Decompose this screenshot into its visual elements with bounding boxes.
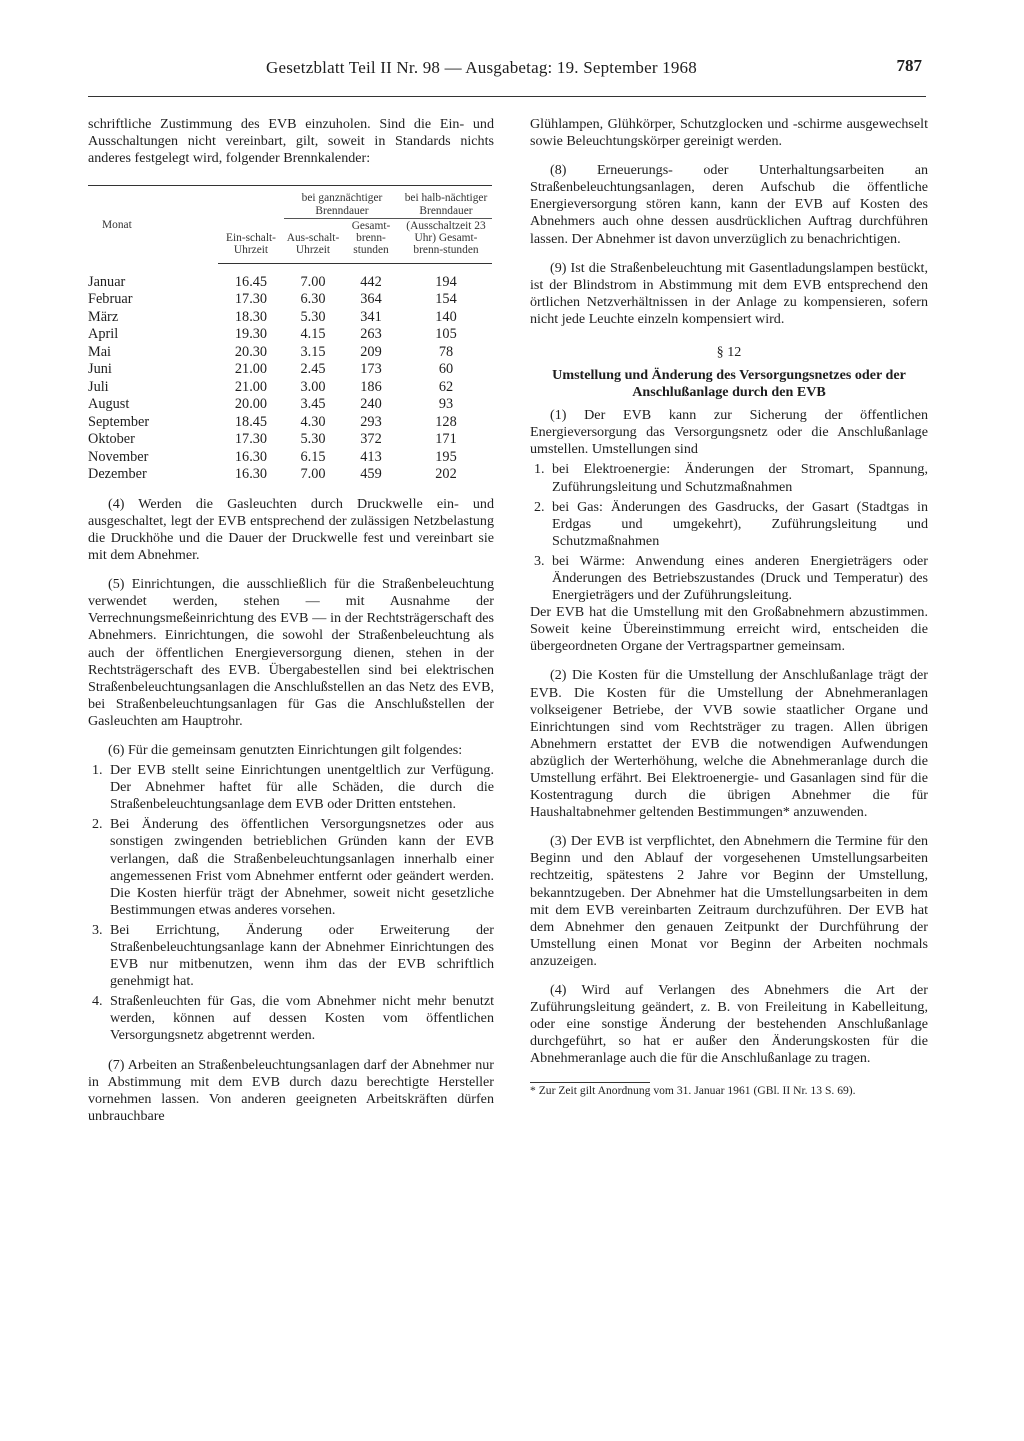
cell-month: Oktober — [88, 431, 135, 448]
paragraph-4: (4) Werden die Gasleuchten durch Druckwelle ein- und ausgeschaltet, legt der EVB entsprechend der zulässigen Netzbelastung die Druckhöhe und die Dauer der Druckwelle fest und vereinbart sie mit dem Abnehmer. — [88, 495, 494, 564]
list-item-number: 1. — [534, 461, 545, 478]
header-gesamt: Gesamt-brenn-stunden — [342, 218, 400, 263]
table-row — [88, 379, 492, 397]
cell-gesamt: 372 — [360, 431, 382, 448]
cell-gesamt: 240 — [360, 396, 382, 413]
cell-einschalt: 19.30 — [234, 326, 268, 343]
cell-ausschalt: 6.30 — [300, 291, 326, 308]
footnote: * Zur Zeit gilt Anordnung vom 31. Januar 1961 (GBl. II Nr. 13 S. 69). — [530, 1083, 856, 1097]
list-item — [530, 499, 928, 550]
list-item — [530, 461, 928, 495]
header-einschalt: Ein-schalt-Uhrzeit — [218, 218, 284, 263]
section-number: § 12 — [716, 344, 742, 361]
paragraph-5: (5) Einrichtungen, die ausschließlich für die Straßenbeleuchtung verwendet werden, stehen — mit Ausnahme der Verrechnungsmeßeinrichtung des EVB — in der Rechtsträgerschaft des Abnehmers. Einrichtungen, die sowohl der Straßenbeleuchtung als auch der öffentlichen Energieversorgung dienen, stehen in der Rechtsträgerschaft des EVB. Übergabestellen sind bei elektrischen Straßenbeleuchtungsanlagen die Anschlußstellen an das Netz des EVB, bei Straßenbeleuchtungsanlagen für Gas die Anschlußstellen der Gasleuchten am Hauptrohr. — [88, 576, 494, 729]
list-item-text: Bei Errichtung, Änderung oder Erweiterung der Straßenbeleuchtungsanlage kann der Abnehmer Einrichtungen des EVB nur mitbenutzen, wenn ihm das der EVB schriftlich genehmigt hat. — [110, 921, 494, 990]
table-row — [88, 291, 492, 309]
header-title: Gesetzblatt Teil II Nr. 98 — Ausgabetag: 19. September 1968 — [266, 58, 697, 77]
paragraph-6: (6) Für die gemeinsam genutzten Einrichtungen gilt folgendes: — [108, 741, 463, 758]
cell-einschalt: 16.45 — [234, 273, 268, 290]
list-item-number: 1. — [92, 762, 103, 779]
cell-ausschalt: 6.15 — [300, 448, 326, 465]
cell-einschalt: 17.30 — [234, 431, 268, 448]
table-row — [88, 396, 492, 414]
cell-month: Januar — [88, 273, 126, 290]
list-item-text: bei Wärme: Anwendung eines anderen Energieträgers oder Änderungen des Betriebszustandes (Druck und Temperatur) des Energieträgers und der Zuführungsleitung. — [552, 552, 928, 604]
section-paragraph-4: (4) Wird auf Verlangen des Abnehmers die Art der Zuführungsleitung geändert, z. B. von Freileitung in Kabelleitung, oder eine sonstige Änderung der bestehenden Anschlußanlage durchgeführt, so hat er außer den Änderungskosten für die Abnehmeranlage auch die für die Anschlußanlage zu tragen. — [530, 982, 928, 1067]
cell-halb: 171 — [435, 431, 457, 448]
list-item — [88, 993, 494, 1044]
list-item-number: 2. — [92, 816, 103, 833]
paragraph-9: (9) Ist die Straßenbeleuchtung mit Gasentladungslampen bestückt, ist der Blindstrom in Abstimmung mit dem EVB entsprechend den örtlichen Netzverhältnissen in der Anlage zu kompensieren, sofern nicht jede Leuchte einzeln kompensiert wird. — [530, 259, 928, 327]
cell-month: April — [88, 326, 119, 343]
cell-einschalt: 20.30 — [234, 343, 268, 360]
cell-einschalt: 20.00 — [234, 396, 268, 413]
cell-month: Dezember — [88, 466, 147, 483]
cell-ausschalt: 2.45 — [300, 361, 326, 378]
table-row — [88, 326, 492, 344]
cell-ausschalt: 3.45 — [300, 396, 326, 413]
list-item — [530, 553, 928, 604]
table-row — [88, 414, 492, 432]
cell-halb: 154 — [435, 291, 457, 308]
list-item-text: Bei Änderung des öffentlichen Versorgungsnetzes oder aus sonstigen zwingenden betrieblichen Gründen kann der EVB verlangen, daß die Straßenbeleuchtungsanlagen innerhalb einer angemessenen Frist vom Abnehmer entfernt oder geändert werden. Die Kosten hierfür trägt der Abnehmer, soweit nicht gesetzliche Bestimmungen etwas anderes vorsehen. — [110, 816, 494, 918]
cell-gesamt: 413 — [360, 448, 382, 465]
cell-einschalt: 16.30 — [234, 448, 268, 465]
cell-halb: 194 — [435, 273, 457, 290]
page-header — [88, 58, 924, 82]
cell-month: März — [88, 308, 119, 325]
cell-ausschalt: 7.00 — [300, 273, 326, 290]
cell-month: Juli — [88, 378, 109, 395]
list-item — [88, 922, 494, 990]
cell-month: Mai — [88, 343, 112, 360]
table-row — [88, 361, 492, 379]
header-monat: Monat — [88, 186, 218, 263]
table-row — [88, 449, 492, 467]
cell-gesamt: 341 — [360, 308, 382, 325]
cell-halb: 202 — [435, 466, 457, 483]
cell-halb: 105 — [435, 326, 457, 343]
header-ganznaechtig: bei ganznächtiger Brenndauer — [284, 186, 400, 219]
header-halbnaechtig: bei halb-nächtiger Brenndauer — [400, 186, 492, 219]
cell-month: Juni — [88, 361, 112, 378]
table-row — [88, 431, 492, 449]
cell-halb: 93 — [438, 396, 454, 413]
cell-halb: 195 — [435, 448, 457, 465]
list-item-text: Straßenleuchten für Gas, die vom Abnehmer nicht mehr benutzt werden, können auf dessen Kosten vom öffentlichen Versorgungsnetz abgetrennt werden. — [110, 993, 494, 1044]
table-row — [88, 309, 492, 327]
cell-gesamt: 173 — [360, 361, 382, 378]
header-halb-gesamt: (Ausschaltzeit 23 Uhr) Gesamt-brenn-stunden — [400, 218, 492, 263]
cell-gesamt: 442 — [360, 273, 382, 290]
brennkalender-table — [88, 185, 492, 483]
list-item — [88, 816, 494, 919]
left-column — [88, 116, 494, 1125]
header-ausschalt: Aus-schalt-Uhrzeit — [284, 218, 342, 263]
cell-halb: 62 — [438, 378, 454, 395]
cell-gesamt: 186 — [360, 378, 382, 395]
section-title: Umstellung und Änderung des Versorgungsnetzes oder der Anschlußanlage durch den EVB — [552, 367, 906, 401]
cell-halb: 78 — [438, 343, 454, 360]
section-paragraph-2: (2) Die Kosten für die Umstellung der Anschlußanlage trägt der EVB. Die Kosten für die Umstellung der Abnehmeranlagen volkseigener Betriebe, der VVB sowie staatlicher Organe und Einrichtungen sind vom Rechtsträger zu tragen. Allen übrigen Abnehmern erstattet der EVB die notwendigen Aufwendungen abzüglich der Werterhöhung, welche die Abnehmeranlage durch die Umstellung erfährt. Bei Elektroenergie- und Gasanlagen sind für die Kostentragung durch die übrigen Abnehmer die für Haushaltabnehmer geltenden Bestimmungen* anzuwenden. — [530, 667, 928, 821]
list-item-text: Der EVB stellt seine Einrichtungen unentgeltlich zur Verfügung. Der Abnehmer haftet für alle Schäden, die durch die Straßenbeleuchtungsanlage dem EVB oder Dritten entstehen. — [110, 762, 494, 813]
section-paragraph-1: (1) Der EVB kann zur Sicherung der öffentlichen Energieversorgung das Versorgungsnetz oder die Anschlußanlage umstellen. Umstellungen sind — [530, 407, 928, 458]
cell-einschalt: 18.45 — [234, 413, 268, 430]
cell-gesamt: 263 — [360, 326, 382, 343]
cell-einschalt: 16.30 — [234, 466, 268, 483]
list-item — [88, 762, 494, 813]
list-item-number: 4. — [92, 993, 103, 1010]
list-item-text: bei Gas: Änderungen des Gasdrucks, der Gasart (Stadtgas in Erdgas und umgekehrt), Zuführungsleitung und Schutzmaßnahmen — [552, 498, 928, 549]
section-paragraph-1-after: Der EVB hat die Umstellung mit den Großabnehmern abzustimmen. Soweit keine Übereinstimmung erreicht wird, entscheiden die übergeordneten Organe der Vertragspartner gemeinsam. — [530, 604, 928, 655]
cell-halb: 128 — [435, 413, 457, 430]
cell-gesamt: 209 — [360, 343, 382, 360]
cell-ausschalt: 4.30 — [300, 413, 326, 430]
section-1-list — [530, 461, 928, 604]
paragraph-7-continued: Glühlampen, Glühkörper, Schutzglocken und -schirme ausgewechselt sowie Beleuchtungskörper gereinigt werden. — [530, 116, 928, 150]
list-item-number: 3. — [534, 552, 545, 569]
cell-month: November — [88, 448, 149, 465]
cell-ausschalt: 5.30 — [300, 431, 326, 448]
table-row — [88, 466, 492, 484]
cell-ausschalt: 3.15 — [300, 343, 326, 360]
list-item-number: 2. — [534, 498, 545, 515]
paragraph-6-list — [88, 762, 494, 1045]
cell-gesamt: 293 — [360, 413, 382, 430]
cell-ausschalt: 3.00 — [300, 378, 326, 395]
cell-gesamt: 364 — [360, 291, 382, 308]
paragraph-7: (7) Arbeiten an Straßenbeleuchtungsanlagen darf der Abnehmer nur in Abstimmung mit dem EVB durch dazu berechtigte Hersteller vornehmen lassen. Von anderen geeigneten Arbeitskräften dürfen unbrauchbare — [88, 1056, 494, 1124]
cell-month: August — [88, 396, 130, 413]
page-number: 787 — [896, 56, 922, 75]
cell-halb: 140 — [435, 308, 457, 325]
cell-einschalt: 21.00 — [234, 361, 268, 378]
table-row — [88, 344, 492, 362]
cell-einschalt: 21.00 — [234, 378, 268, 395]
cell-ausschalt: 4.15 — [300, 326, 326, 343]
paragraph-8: (8) Erneuerungs- oder Unterhaltungsarbeiten an Straßenbeleuchtungsanlagen, deren Aufschub die öffentliche Energieversorgung stören kann, kann der EVB auf Kosten des Abnehmers auch ohne dessen ausdrücklichen Auftrag durchführen lassen. Der Abnehmer ist davon unverzüglich zu benachrichtigen. — [530, 162, 928, 247]
cell-halb: 60 — [438, 361, 454, 378]
cell-gesamt: 459 — [360, 466, 382, 483]
cell-month: September — [88, 413, 150, 430]
list-item-text: bei Elektroenergie: Änderungen der Stromart, Spannung, Zuführungsleitung und Schutzmaßnahmen — [552, 461, 928, 495]
right-column — [530, 116, 928, 1098]
cell-ausschalt: 7.00 — [300, 466, 326, 483]
cell-month: Februar — [88, 291, 133, 308]
table-body — [88, 263, 492, 484]
table-row — [88, 263, 492, 291]
list-item-number: 3. — [92, 921, 103, 938]
cell-einschalt: 17.30 — [234, 291, 268, 308]
cell-einschalt: 18.30 — [234, 308, 268, 325]
header-rule — [88, 96, 926, 97]
intro-paragraph: schriftliche Zustimmung des EVB einzuholen. Sind die Ein- und Ausschaltungen nicht vereinbart, gilt, soweit in Standards nichts anderes festgelegt wird, folgender Brennkalender: — [88, 116, 494, 167]
section-paragraph-3: (3) Der EVB ist verpflichtet, den Abnehmern die Termine für den Beginn und den Ablauf der vorgesehenen Umstellungsarbeiten rechtzeitig, spätestens 2 Jahre vor Beginn der Umstellung, bekanntzugeben. Der Abnehmer hat die Umstellungsarbeiten in dem mit dem EVB vereinbarten Zeitraum durchzuführen. Der EVB hat dem Abnehmer den genauen Zeitpunkt der Durchführung der Umstellung einen Monat vor Beginn der Arbeiten nochmals anzuzeigen. — [530, 833, 928, 969]
cell-ausschalt: 5.30 — [300, 308, 326, 325]
